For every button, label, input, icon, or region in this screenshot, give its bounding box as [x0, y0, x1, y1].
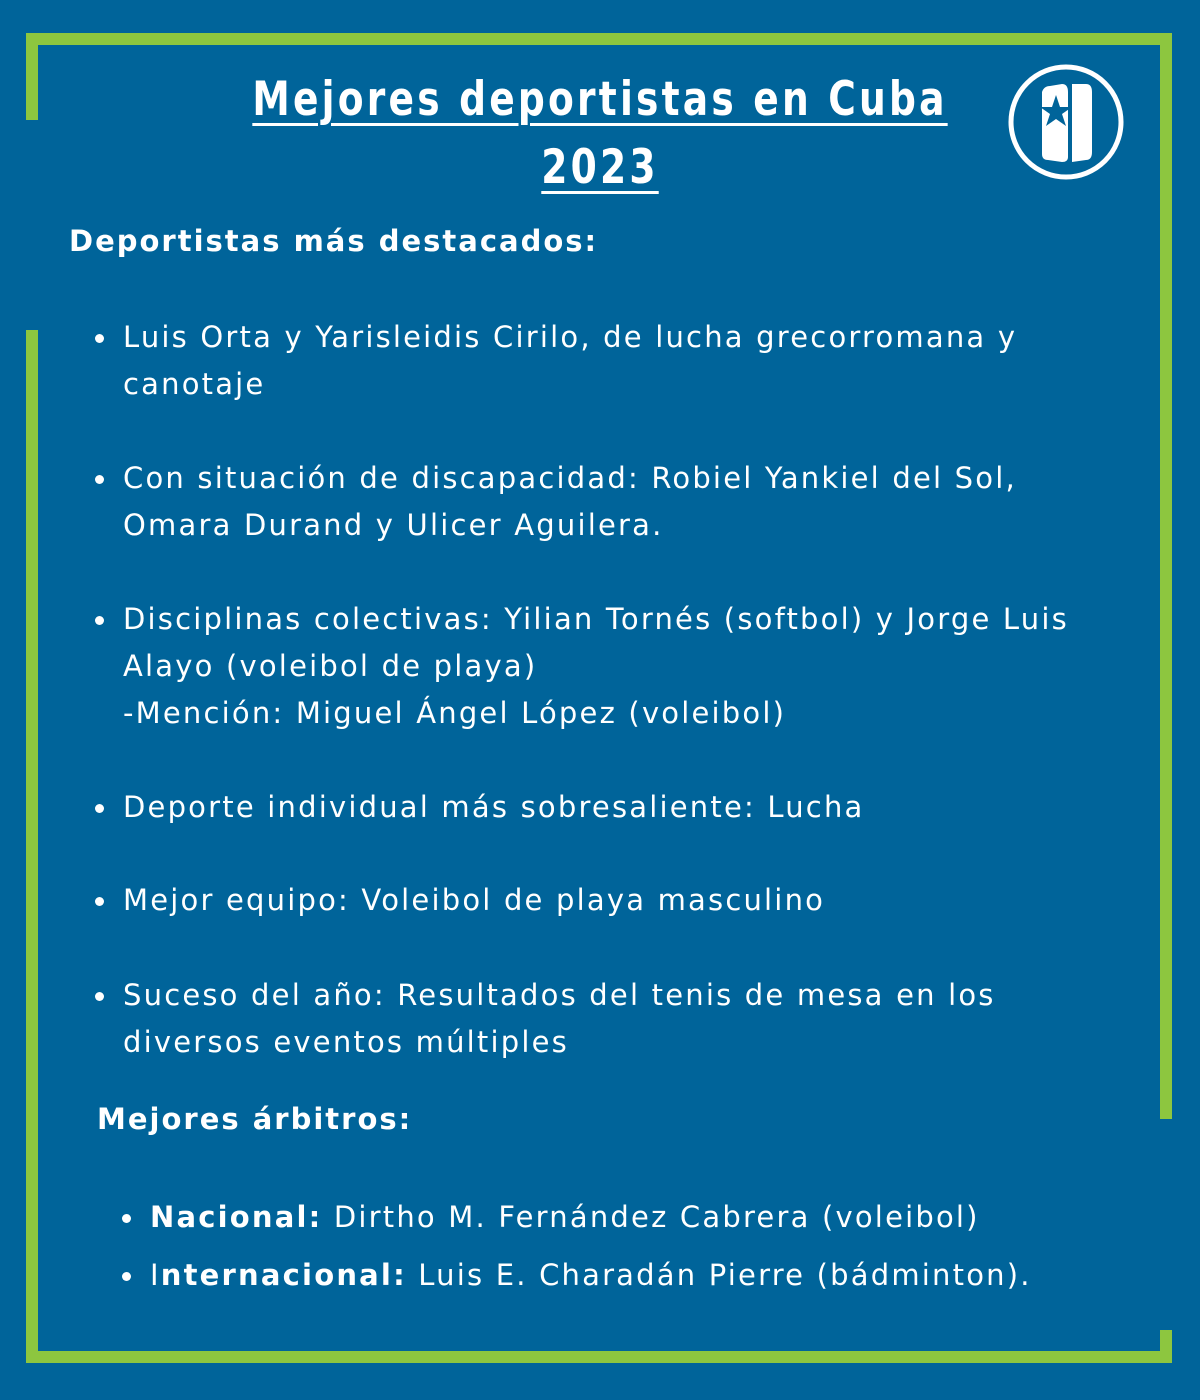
section-heading-referees: Mejores árbitros:: [97, 1102, 413, 1136]
list-item: [150, 1194, 1150, 1241]
section-heading-athletes: Deportistas más destacados:: [69, 224, 599, 258]
bullet-icon: [95, 475, 104, 484]
title-line-2: 2023: [541, 140, 659, 195]
frame-right-border: [1160, 33, 1172, 1119]
bullet-icon: [95, 992, 104, 1001]
frame-left-border: [26, 330, 38, 1363]
list-item: Con situación de discapacidad: Robiel Yankiel del Sol, Omara Durand y Ulicer Aguilera.: [123, 455, 1123, 549]
star-logo-icon: [1006, 62, 1126, 182]
bullet-icon: [95, 897, 104, 906]
list-item: Suceso del año: Resultados del tenis de mesa en los diversos eventos múltiples: [123, 972, 1123, 1066]
frame-top-border: [26, 33, 1172, 45]
list-item: Luis Orta y Yarisleidis Cirilo, de lucha grecorromana y canotaje: [123, 314, 1123, 408]
referee-international-prefix: I: [150, 1258, 161, 1292]
referee-international-value: Luis E. Charadán Pierre (bádminton).: [406, 1258, 1032, 1292]
list-item: Mejor equipo: Voleibol de playa masculino: [123, 877, 1123, 924]
page-title: [120, 66, 1080, 202]
list-item: [150, 1252, 1150, 1299]
bullet-icon: [95, 616, 104, 625]
bullet-icon: [95, 334, 104, 343]
frame-left-top-border: [26, 33, 38, 120]
list-item: Disciplinas colectivas: Yilian Tornés (softbol) y Jorge Luis Alayo (voleibol de playa) -Mención: Miguel Ángel López (voleibol): [123, 596, 1123, 737]
bullet-icon: [122, 1272, 131, 1281]
referee-national-label: Nacional:: [150, 1200, 323, 1234]
bullet-icon: [122, 1214, 131, 1223]
frame-bottom-border: [26, 1351, 1172, 1363]
frame-right-bottom-border: [1160, 1330, 1172, 1363]
referee-international-label: nternacional:: [160, 1258, 407, 1292]
referee-national-value: Dirtho M. Fernández Cabrera (voleibol): [322, 1200, 980, 1234]
bullet-icon: [95, 804, 104, 813]
title-line-1: Mejores deportistas en Cuba: [252, 72, 948, 127]
list-item: Deporte individual más sobresaliente: Lucha: [123, 784, 1123, 831]
